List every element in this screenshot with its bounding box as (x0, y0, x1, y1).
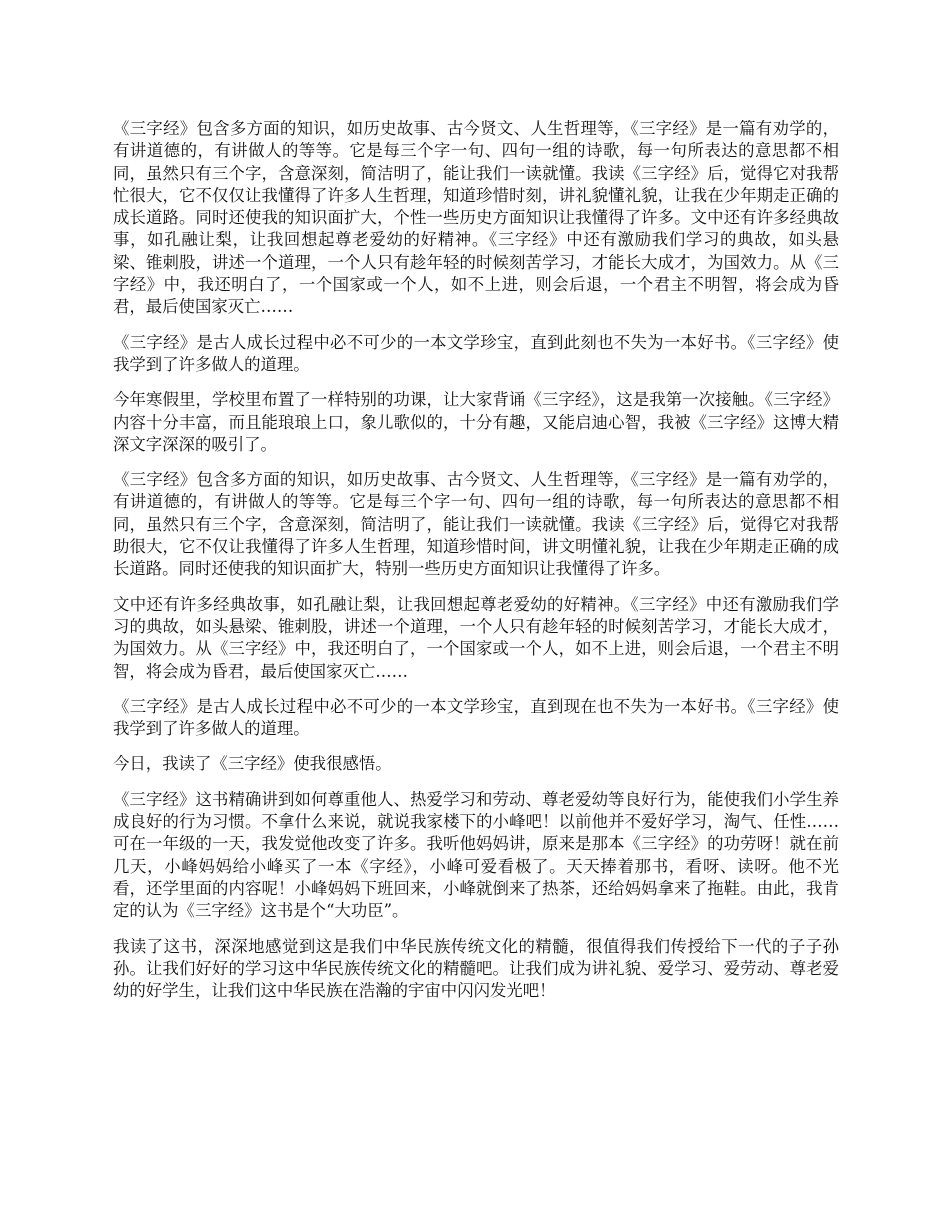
document-body (113, 118, 839, 1015)
paragraph-5: 文中还有许多经典故事，如孔融让梨，让我回想起尊老爱幼的好精神。《三字经》中还有激励我们学习的典故，如头悬梁、锥刺股，讲述一个道理，一个人只有趁年轻的时候刻苦学习，才能长大成才，为国效力。从《三字经》中，我还明白了，一个国家或一个人，如不上进，则会后退，一个君主不明智，将会成为昏君，最后使国家灭亡…… (113, 594, 839, 681)
paragraph-4: 《三字经》包含多方面的知识，如历史故事、古今贤文、人生哲理等，《三字经》是一篇有劝学的，有讲道德的，有讲做人的等等。它是每三个字一句、四句一组的诗歌，每一句所表达的意思都不相同，虽然只有三个字，含意深刻，简洁明了，能让我们一读就懂。我读《三字经》后，觉得它对我帮助很大，它不仅让我懂得了许多人生哲理，知道珍惜时间，讲文明懂礼貌，让我在少年期走正确的成长道路。同时还使我的知识面扩大，特别一些历史方面知识让我懂得了许多。 (113, 470, 839, 579)
paragraph-2: 《三字经》是古人成长过程中必不可少的一本文学珍宝，直到此刻也不失为一本好书。《三字经》使我学到了许多做人的道理。 (113, 332, 839, 374)
paragraph-1: 《三字经》包含多方面的知识，如历史故事、古今贤文、人生哲理等，《三字经》是一篇有劝学的，有讲道德的，有讲做人的等等。它是每三个字一句、四句一组的诗歌，每一句所表达的意思都不相同，虽然只有三个字，含意深刻，简洁明了，能让我们一读就懂。我读《三字经》后，觉得它对我帮忙很大，它不仅仅让我懂得了许多人生哲理，知道珍惜时刻，讲礼貌懂礼貌，让我在少年期走正确的成长道路。同时还使我的知识面扩大，个性一些历史方面知识让我懂得了许多。文中还有许多经典故事，如孔融让梨，让我回想起尊老爱幼的好精神。《三字经》中还有激励我们学习的典故，如头悬梁、锥刺股，讲述一个道理，一个人只有趁年轻的时候刻苦学习，才能长大成才，为国效力。从《三字经》中，我还明白了，一个国家或一个人，如不上进，则会后退，一个君主不明智，将会成为昏君，最后使国家灭亡…… (113, 119, 839, 317)
paragraph-7: 今日，我读了《三字经》使我很感悟。 (113, 754, 392, 774)
paragraph-8: 《三字经》这书精确讲到如何尊重他人、热爱学习和劳动、尊老爱幼等良好行为，能使我们小学生养成良好的行为习惯。不拿什么来说，就说我家楼下的小峰吧！以前他并不爱好学习，淘气、任性……可在一年级的一天，我发觉他改变了许多。我听他妈妈讲，原来是那本《三字经》的功劳呀！就在前几天，小峰妈妈给小峰买了一本《字经》，小峰可爱看极了。天天捧着那书，看呀、读呀。他不光看，还学里面的内容呢！小峰妈妈下班回来，小峰就倒来了热茶，还给妈妈拿来了拖鞋。由此，我肯定的认为《三字经》这书是个“大功臣”。 (113, 789, 839, 921)
paragraph-9: 我读了这书，深深地感觉到这是我们中华民族传统文化的精髓，很值得我们传授给下一代的子子孙孙。让我们好好的学习这中华民族传统文化的精髓吧。让我们成为讲礼貌、爱学习、爱劳动、尊老爱幼的好学生，让我们这中华民族在浩瀚的宇宙中闪闪发光吧！ (113, 936, 839, 1001)
paragraph-6: 《三字经》是古人成长过程中必不可少的一本文学珍宝，直到现在也不失为一本好书。《三字经》使我学到了许多做人的道理。 (113, 696, 839, 739)
paragraph-3: 今年寒假里，学校里布置了一样特别的功课，让大家背诵《三字经》，这是我第一次接触。《三字经》内容十分丰富，而且能琅琅上口，象儿歌似的，十分有趣，又能启迪心智，我被《三字经》这博大精深文字深深的吸引了。 (113, 390, 839, 454)
